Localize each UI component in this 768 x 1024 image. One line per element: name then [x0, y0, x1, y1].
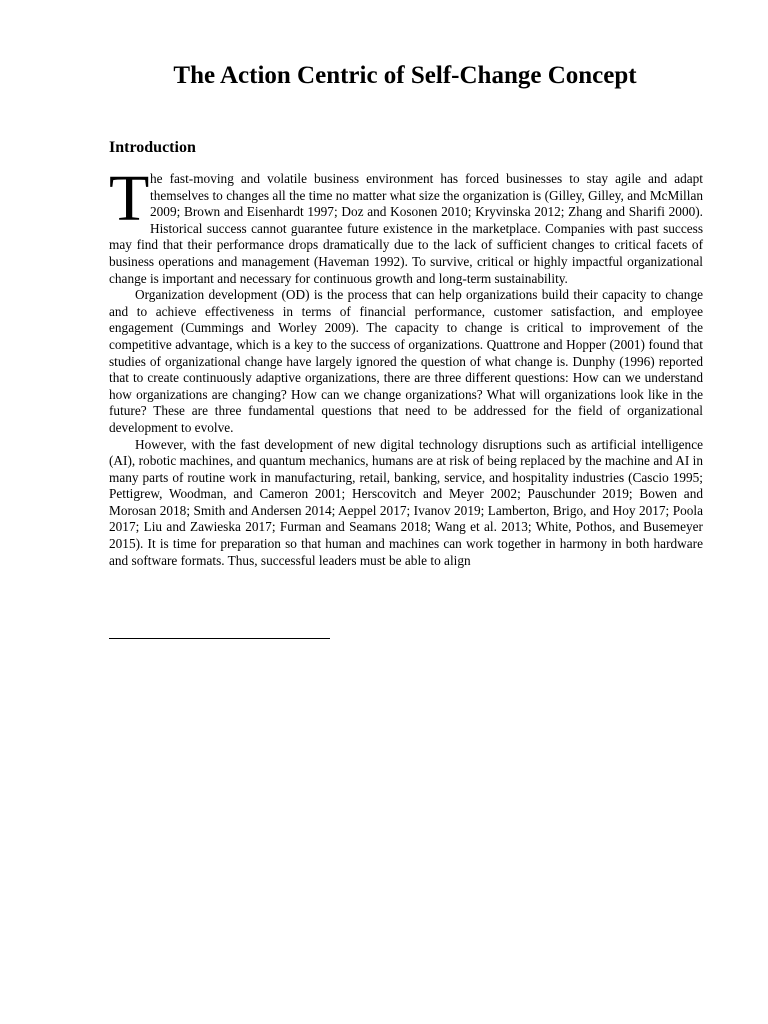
paragraph-1 [109, 162, 703, 287]
body-text [109, 162, 703, 569]
footnote-separator-line [109, 638, 330, 639]
section-heading-introduction: Introduction [109, 139, 196, 156]
document-title: The Action Centric of Self-Change Concept [173, 62, 637, 89]
paragraph-2: Organization development (OD) is the process that can help organizations build their capacity to change and to achieve effectiveness in terms of financial performance, customer satisfaction, and employee engagement (Cummings and Worley 2009). The capacity to change is critical to improvement of the competitive advantage, which is a key to the success of organizations. Quattrone and Hopper (2001) found that studies of organizational change have largely ignored the question of what change is. Dunphy (1996) reported that to create continuously adaptive organizations, there are three different questions: How can we understand how organizations are changing? How can we change organizations? What will organizations look like in the future? These are three fundamental questions that need to be addressed for the field of organizational development to evolve. [109, 287, 703, 435]
paragraph-3: However, with the fast development of new digital technology disruptions such as artificial intelligence (AI), robotic machines, and quantum mechanics, humans are at risk of being replaced by the machine and AI in many parts of routine work in manufacturing, retail, banking, service, and hospitality industries (Cascio 1995; Pettigrew, Woodman, and Cameron 2001; Herscovitch and Meyer 2002; Pauschunder 2019; Bowen and Morosan 2018; Smith and Andersen 2014; Aeppel 2017; Ivanov 2019; Lamberton, Brigo, and Hoy 2017; Poola 2017; Liu and Zawieska 2017; Furman and Seamans 2018; Wang et al. 2013; White, Pothos, and Busemeyer 2015). It is time for preparation so that human and machines can work together in harmony in both hardware and software formats. Thus, successful leaders must be able to align [109, 436, 703, 568]
paragraph-1-text: he fast-moving and volatile business environment has forced businesses to stay agile and adapt themselves to changes all the time no matter what size the organization is (Gilley, Gilley, and McMillan 2009; Brown and Eisenhardt 1997; Doz and Kosonen 2010; Kryvinska 2012; Zhang and Sharifi 2000). Historical success cannot guarantee future existence in the marketplace. Companies with past success may find that their performance drops dramatically due to the lack of sufficient changes to critical facets of business operations and management (Haveman 1992). To survive, critical or highly impactful organizational change is important and necessary for continuous growth and long-term sustainability. [109, 171, 703, 286]
drop-cap-container [109, 162, 150, 235]
drop-cap-letter: T [109, 162, 150, 235]
